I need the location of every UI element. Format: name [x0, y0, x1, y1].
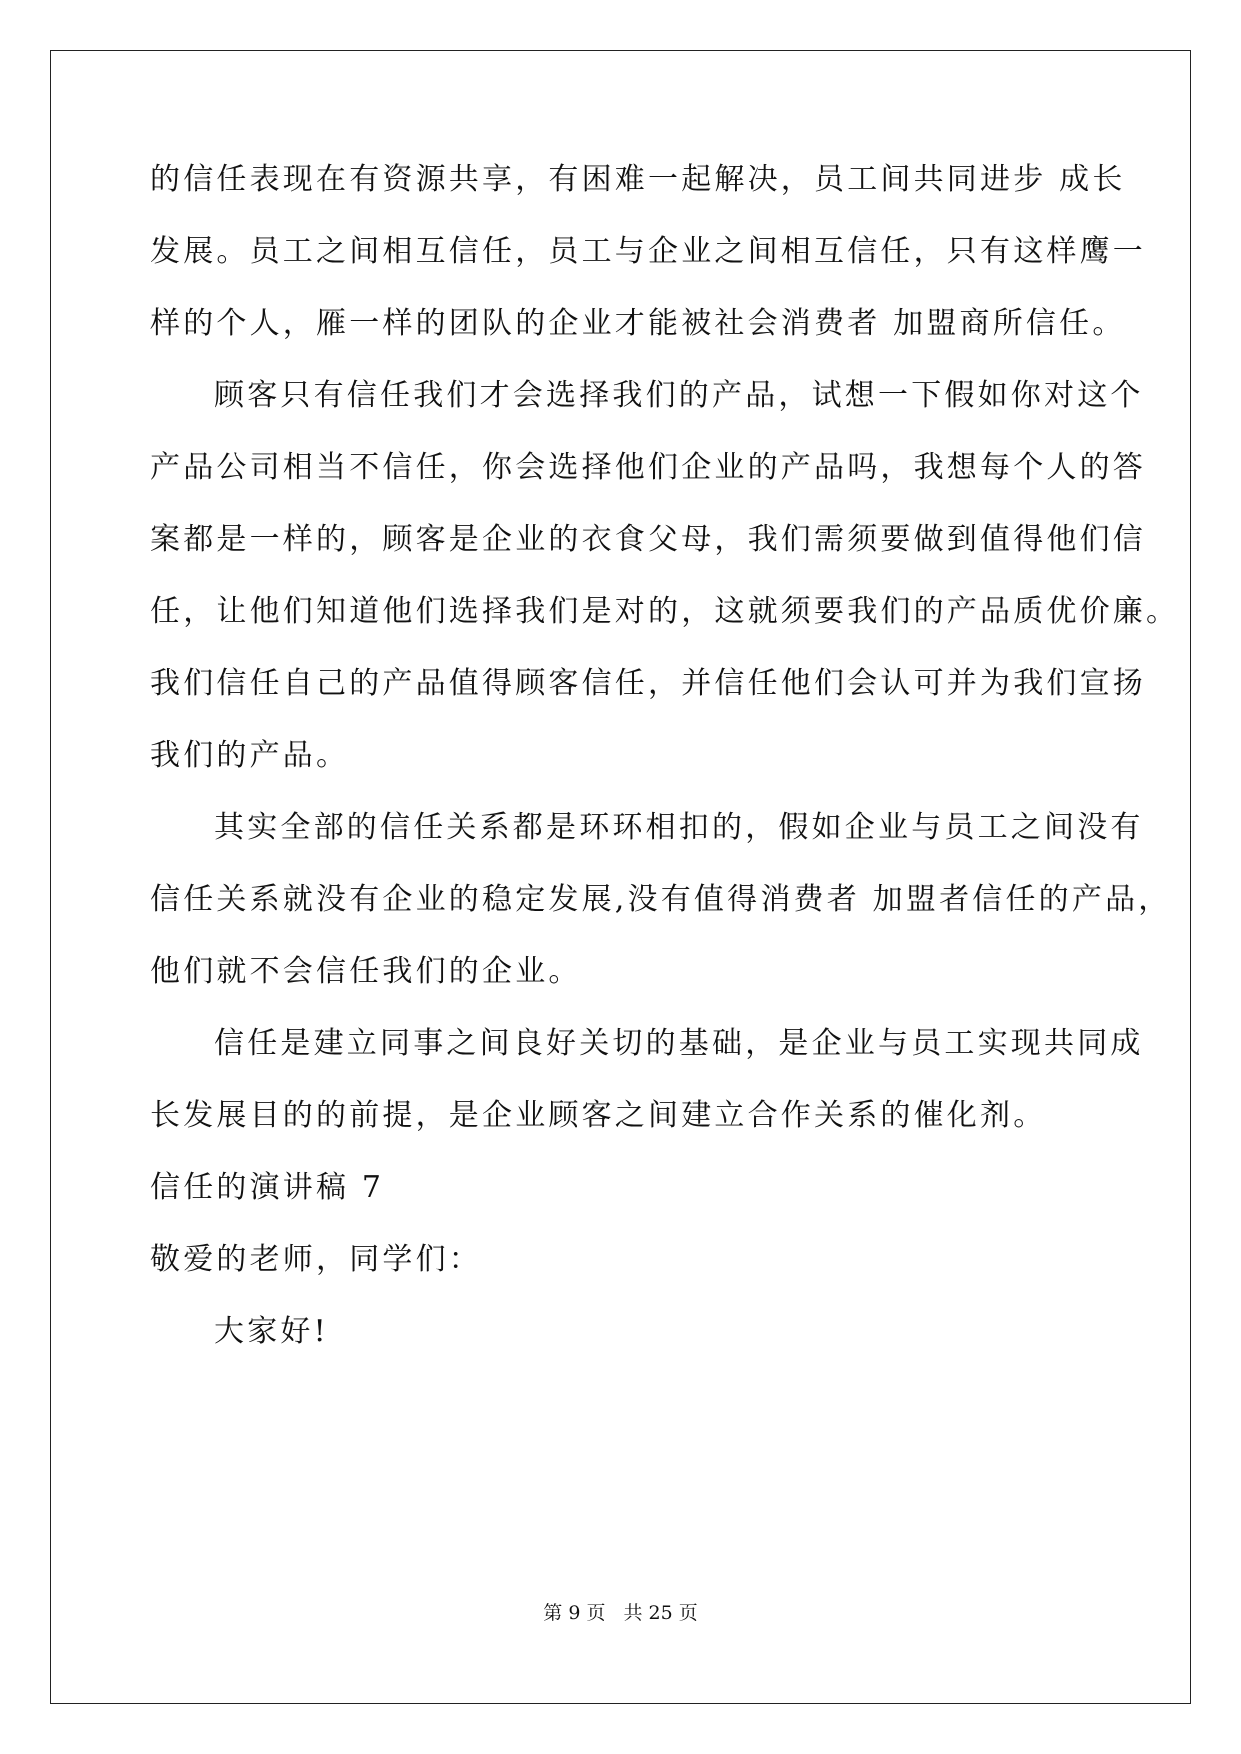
greeting: 大家好! [214, 1314, 329, 1349]
paragraph-3-line-2: 信任关系就没有企业的稳定发展,没有值得消费者 加盟者信任的产品， [150, 882, 1172, 917]
paragraph-2-line-6: 我们的产品。 [150, 738, 350, 773]
section-title: 信任的演讲稿 7 [150, 1170, 385, 1205]
paragraph-1-line-2: 发展。员工之间相互信任，员工与企业之间相互信任，只有这样鹰一 [150, 234, 1146, 269]
paragraph-4-line-1: 信任是建立同事之间良好关切的基础，是企业与员工实现共同成 [214, 1026, 1144, 1061]
current-page-number: 第 9 页 [543, 1602, 606, 1624]
paragraph-1-line-1: 的信任表现在有资源共享，有困难一起解决，员工间共同进步 成长 [150, 162, 1126, 197]
paragraph-3-line-1: 其实全部的信任关系都是环环相扣的，假如企业与员工之间没有 [214, 810, 1144, 845]
page-footer [0, 1598, 1241, 1625]
paragraph-2-line-5: 我们信任自己的产品值得顾客信任，并信任他们会认可并为我们宣扬 [150, 666, 1146, 701]
paragraph-3-line-3: 他们就不会信任我们的企业。 [150, 954, 582, 989]
salutation: 敬爱的老师，同学们： [150, 1242, 482, 1277]
paragraph-2-line-1: 顾客只有信任我们才会选择我们的产品，试想一下假如你对这个 [214, 378, 1144, 413]
paragraph-2-line-2: 产品公司相当不信任，你会选择他们企业的产品吗，我想每个人的答 [150, 450, 1146, 485]
paragraph-2-line-3: 案都是一样的，顾客是企业的衣食父母，我们需须要做到值得他们信 [150, 522, 1146, 557]
total-page-count: 共 25 页 [623, 1602, 698, 1624]
paragraph-1-line-3: 样的个人，雁一样的团队的企业才能被社会消费者 加盟商所信任。 [150, 306, 1126, 341]
page-border [50, 50, 1191, 1704]
paragraph-2-line-4: 任，让他们知道他们选择我们是对的，这就须要我们的产品质优价廉。 [150, 594, 1180, 629]
paragraph-4-line-2: 长发展目的的前提，是企业顾客之间建立合作关系的催化剂。 [150, 1098, 1047, 1133]
